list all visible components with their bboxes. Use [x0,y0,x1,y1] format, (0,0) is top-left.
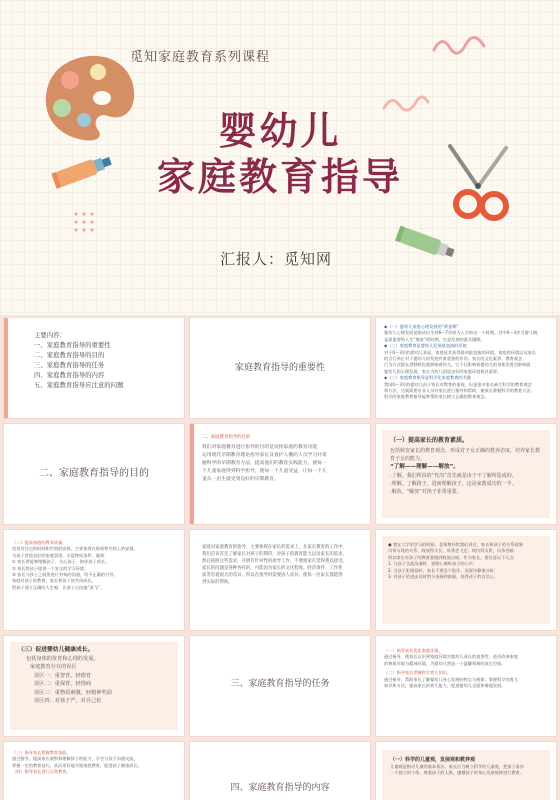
text-line: （四）指导家长进行自我教育。 [12,769,71,775]
text-line: 通过指导，提高家长观察和理解孩子的能力，学会与孩子沟通交流， [12,756,138,762]
contents-item: 一、家庭教育指导的重要性 [34,341,111,349]
slide-heading: （三）促进婴幼儿健康成长。 [18,647,94,653]
slide-thumbnail-healthy-growth[interactable] [4,636,184,736]
accent-bar [4,318,8,418]
sub-heading: 家庭教育存在的误区 [30,664,77,671]
contents-item: 五、家庭教育指导应注意的问题 [34,381,124,389]
slide-heading: （二）提高家庭的教养质量。 [12,540,67,545]
slide-thumbnail-section-purpose[interactable] [4,424,184,524]
text-line: 的物质环境与精神环境，为婴幼儿营造一个温馨和谐的成长空间。 [384,660,506,666]
text-line: 的言行举止对于婴幼儿的发展有着重要的作用。家长的文化素养、教育观念、 [384,356,527,362]
text-line: 掌握一定的教育技巧，从而更好地开展家庭教育，促进孩子健康成长。 [12,762,142,768]
text-line: ◆（三）家庭教育指导是科学化家庭教育的关键 [384,375,471,381]
text-line: 一个独立的个体，尊重孩子的人格，遵循孩子的身心发展规律进行教育。 [390,770,525,776]
slide-thumbnail-importance-detail[interactable] [376,318,556,418]
paint-tube-icon [390,218,460,268]
slide-thumbnail-parent-needs[interactable] [190,530,370,630]
text-line: 风筝与线的关系。线放得太长，风筝会飞走；线拉得太紧，风筝会断。 [388,548,518,554]
section-title: 四、家庭教育指导的内容 [230,783,330,793]
text-line: 2. 当孩子犯错误时，家长不要急于批评，而要冷静地分析； [388,567,499,573]
text-line: 运用现代早期教育理论指导家长及看护人撒的人员学习并掌 [202,453,327,458]
text-line: 童从一出生就受到良好的早期教育。 [202,477,279,482]
slide-thumbnail-section-tasks[interactable] [190,636,370,736]
text-line: 科学的家庭教育指导能够帮助家长树立正确的教育观念。 [384,394,489,400]
text-line: 我们对家庭教育进行指导的目的是发挥家庭的教育功能， [202,445,322,450]
slide-thumbnail-parenting-tips[interactable] [376,530,556,630]
list-item: 误区四：对孩子严，对自己松 [34,698,102,705]
text-line: 儿童观是指对儿童的基本看法。家长应当树立科学的儿童观，把孩子看作 [390,764,525,769]
dot-grid-decoration [72,210,102,240]
intro-text: 包括身体的发育和心理的发展。 [26,656,99,662]
text-line: ◆（二）家庭教育是婴幼儿发展最直接的环境 [384,343,467,349]
slide-heading: （一）科学的儿童观，发展观和教养观 [390,757,476,763]
text-line: ② 家长给孩子提供一个安全的学习环境； [12,565,89,571]
text-line: 为孩子营造良好的家庭氛围，丰富物质条件，做到： [12,552,109,558]
slide-heading: （三）指导家长掌握教育技能。 [12,750,71,755]
contents-item: 四、家庭教育指导的内容 [34,371,105,379]
text-line: ③ 家长与孩子之间要进行有效的沟通，给予正确的引导。 [12,572,118,578]
text-line: 质等有着很大的差异，所以在指导时需要因人而异，使每一位家长都能得 [202,573,343,578]
series-title: 觅知家庭教育系列课程 [130,50,271,65]
text-line: 婴幼儿的心理发展。家长为幼儿创造良好的家庭环境极其重要。 [384,368,502,374]
text-line: 个儿童家庭得到科学指导，使每一个儿童受益，让每一个儿 [202,469,327,474]
text-line: 通过指导，帮助家长了解婴幼儿身心发展的特点与规律，掌握科学的育儿 [384,676,519,682]
cover-slide [0,0,560,315]
slide-heading: （一）指导家长优化家庭环境。 [384,648,443,653]
squiggle-decoration [430,30,490,60]
slide-heading: （二）指导家长掌握科学育儿知识。 [384,670,452,676]
text-line: 3. 对孩子的进步及时给予表扬和鼓励，培养孩子的自信心。 [388,574,499,580]
text-line: 家庭对家庭教育的指导，主要体现在家长的需求上，在家长教育的工作中， [202,545,347,550]
list-item: 误区二：重保育，轻情商 [34,681,92,688]
text-line: 知识和方法，提高家长的育儿能力，促进婴幼儿全面和谐地发展。 [384,683,506,689]
text-line: 我国0～3岁的婴幼儿由于家长对教育的重视，但是很多家长缺乏科学的教育理念 [384,381,532,387]
text-line: 所以家长对孩子的教育要做到收放自如。作为家长，要注意以下几点： [388,554,518,560]
slide-thumbnail-contents[interactable] [4,318,184,418]
slide-thumbnail-content-detail[interactable] [376,742,556,800]
text-line: 是最重要的人生“奠基”的时期，也是发展的最关键期。 [384,336,485,342]
accent-bar [190,424,194,524]
text-line: 我们应该首先了解家长对孩子的期待，对孩子的教育能力以及家长的需求， [202,552,347,557]
text-line: ·理解。了解孩子，进而理解孩子，这是家教成功的一半。 [390,481,517,487]
slide-thumbnail-section-importance[interactable] [190,318,370,418]
text-line: 通过指导，使家长认识到家庭环境对婴幼儿成长的重要性，进而改善家庭 [384,654,519,660]
section-title: 家庭教育指导的重要性 [234,363,325,373]
section-title: 二、家庭教育指导的目的 [39,468,149,479]
text-line: ◆（一）婴幼儿家庭心理发展的“黄金期” [384,324,459,329]
slide-thumbnail-section-content[interactable] [190,742,370,800]
text-line: ·了解。我们所说的“代沟”首先就是由于不了解所造成的。 [390,473,517,479]
main-title-line1: 婴幼儿 [218,109,342,153]
text-line: 1. 与孩子交流沟通时，要耐心倾听孩子的心声； [388,561,478,567]
slide-thumbnail-parent-quality[interactable] [376,424,556,524]
section-title: 三、家庭教育指导的任务 [230,679,330,689]
key-phrase: “了解——理解——解放”。 [390,464,459,470]
text-line: 家庭对孩子的教育，家长和孩子的共同成长。 [12,578,96,584]
text-line: 和方法，这就需要专业人员对家长进行指导和帮助，使家长掌握科学的教育方法。 [384,388,535,394]
text-line: 家长的问题是各种各样的，可能因为家长的文化程度、经济条件、工作性 [202,566,343,571]
text-line: 握科学的早期教育方法，提高他们的教育实践能力，使每一 [202,461,327,466]
slide-heading: （一）提高家长的教育素质。 [390,437,469,444]
reporter-label: 汇报人：觅知网 [220,250,333,268]
list-item: 误区三：重物质刺激，轻精神奖励 [34,689,112,696]
text-line: 到实际的帮助。 [202,580,233,585]
main-title-line2: 家庭教育指导 [156,155,403,199]
text-line: ● 我在大学里学习的时候，老师曾经给我们讲过，家长和孩子的关系就像 [388,542,523,547]
slide-thumbnail-tasks-detail[interactable] [376,636,556,736]
text-line: 包括对住宅的时间和空间的安排，主要体现在时间和空间上的安排。 [12,546,138,552]
slide-thumbnail-family-quality[interactable] [4,530,184,630]
contents-item: 二、家庭教育指导的目的 [34,351,105,359]
slide-thumbnail-education-skills[interactable] [4,742,184,800]
intro-text: 包括转变家长的教育观念，形成对子女正确的教养态度，培养家长教育子女的能力。 [390,448,541,462]
text-line: 行为方式都在潜移默化地影响着幼儿，它不仅影响着婴幼儿的身体发育也影响着 [384,362,531,368]
contents-item: 三、家庭教育指导的任务 [34,361,105,369]
text-line: 对于0～3岁的婴幼儿来说，家庭是其获得最初最直接的环境。家庭的环境以及家长 [384,349,536,355]
text-line: 给孩子建立正确的人生观，让孩子自由地“放飞”。 [12,584,105,590]
contents-heading: 主要内容： [34,331,66,339]
slide-thumbnail-purpose-detail[interactable] [190,424,370,524]
slide-heading: 二、家庭教育指导的目的 [202,435,251,440]
text-line: ① 家长要能够理解孩子，关心孩子，陪伴孩子成长； [12,559,110,565]
text-line: 婴幼儿心理发展是指从出生到6～7岁即为入学前这一个时期。其中0～3岁为婴儿期， [384,330,542,336]
text-line: 然后按照这些需求，开展有针对性的指导工作，不要使家长觉得难以接受。 [202,559,347,564]
text-line: ·解放。“解放”对孩子非常重要。 [390,489,462,495]
list-item: 误区一：重智育，轻德育 [34,672,92,679]
